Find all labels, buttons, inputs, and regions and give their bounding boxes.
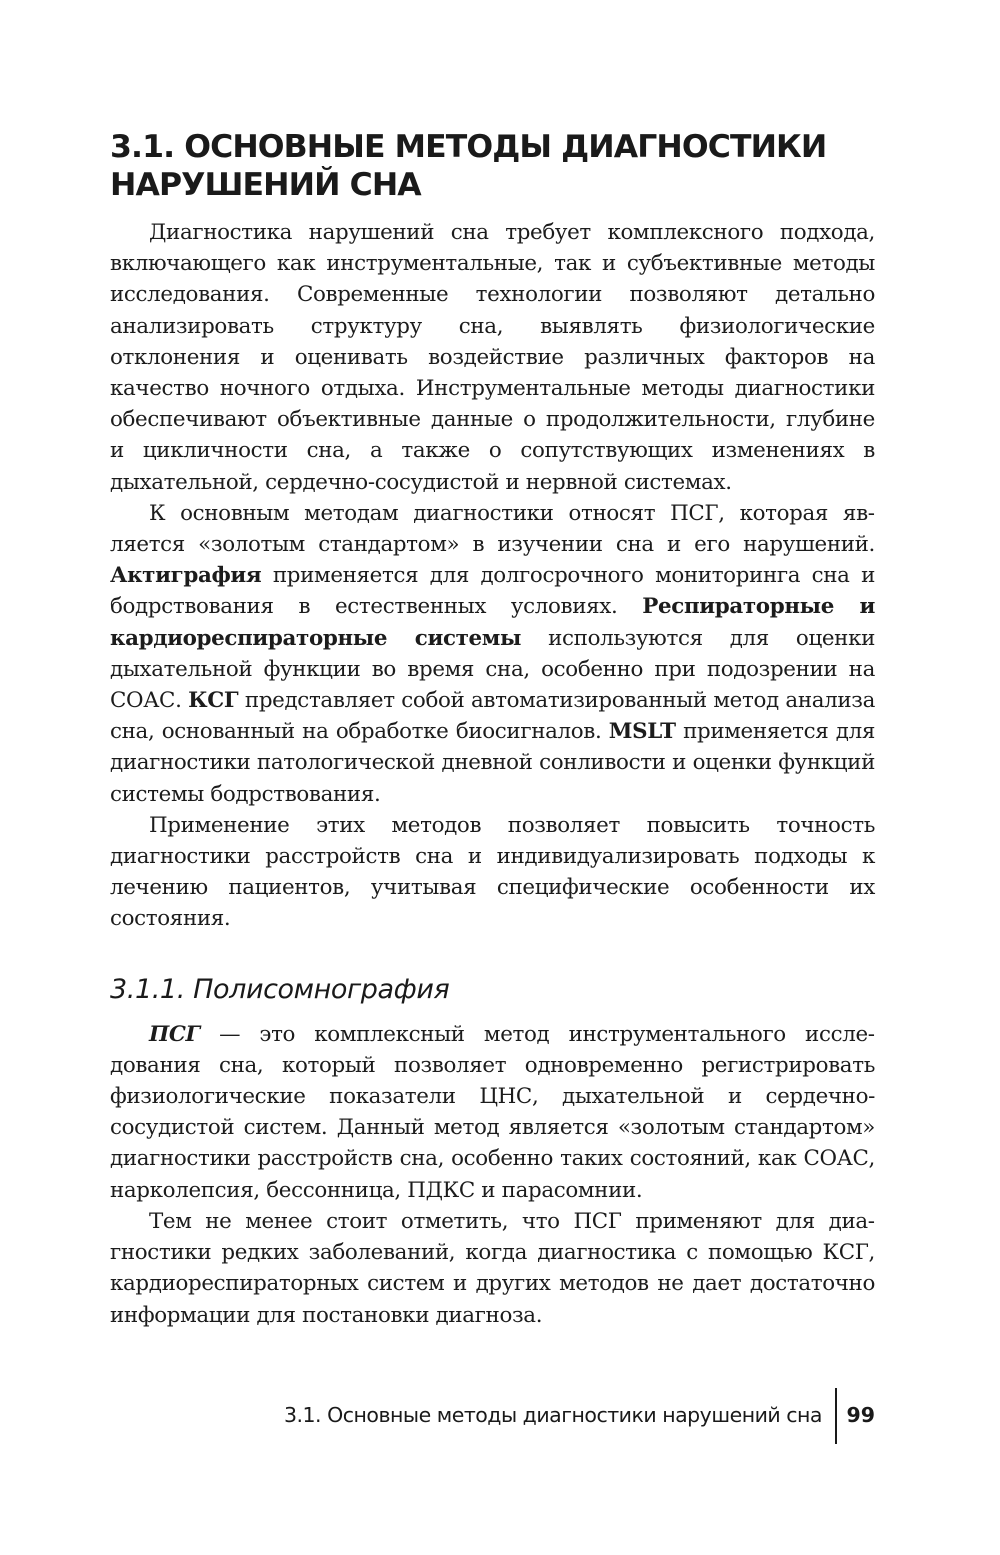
footer-divider: [835, 1388, 837, 1444]
paragraph-psg-note: Тем не менее стоит отметить, что ПСГ применяют для диагностики редких заболеваний, когда диагностика с помощью КСГ, кардиореспираторных систем и других методов не дает достаточно информации для постановки диагноза.: [110, 1208, 875, 1328]
paragraph-methods-text-3: используются для оценки дыхательной функции во время сна, особенно при подозрении на СОАС.: [110, 625, 875, 714]
term-mslt: MSLT: [608, 719, 676, 745]
section-title: [110, 128, 875, 204]
page-number: 99: [846, 1403, 875, 1427]
term-actigraphy: Актиграфия: [110, 563, 262, 589]
paragraph-methods: [110, 498, 875, 810]
term-respiratory-systems: Респираторные и кардиореспираторные системы: [110, 594, 875, 651]
paragraph-psg-definition: [110, 1019, 875, 1206]
paragraph-methods-text-5: применяется для диагностики патологической дневной сонливости и оценки функций системы бодрствования.: [110, 719, 875, 807]
paragraph-application: Применение этих методов позволяет повысить точность диагностики расстройств сна и индивидуализировать подходы к лечению пациентов, учитывая специфические особенности их состояния.: [110, 812, 875, 932]
running-title: 3.1. Основные методы диагностики нарушений сна: [283, 1403, 822, 1427]
subsection-title: 3.1.1. Полисомнография: [110, 973, 450, 1005]
paragraph-methods-text-2: применяется для долгосрочного мониторинга сна и бодрствования в естественных условиях.: [110, 563, 875, 620]
page-content: [110, 128, 875, 1331]
page-footer: [110, 1400, 875, 1444]
paragraph-intro: Диагностика нарушений сна требует комплексного подхода, включающего как инструментальные, так и субъективные методы исследования. Современные технологии позволяют детально анализировать структуру сна, выявлять физиологические отклонения и оценивать воздействие различных факторов на качество ночного отдыха. Инструментальные методы диагностики обеспечивают объективные данные о продолжительности, глубине и цикличности сна, а также о сопутствующих изменениях в дыхательной, сердечно-сосудистой и нервной системах.: [110, 220, 875, 495]
paragraph-methods-text-1: К основным методам диагностики относят ПСГ, которая является «золотым стандартом» в изучении сна и его нарушений.: [110, 500, 875, 558]
paragraph-psg-definition-text: — это комплексный метод инструментального исследования сна, который позволяет одновременно регистрировать физиологические показатели ЦНС, дыхательной и сердечно-сосудистой систем. Данный метод является «золотым стандартом» диагностики расстройств сна, особенно таких состояний, как СОАС, нарколепсия, бессонница, ПДКС и парасомнии.: [110, 1021, 875, 1203]
section-title-line-1: 3.1. ОСНОВНЫЕ МЕТОДЫ ДИАГНОСТИКИ: [110, 129, 827, 165]
term-ksg: КСГ: [188, 688, 239, 714]
term-psg: ПСГ: [149, 1021, 200, 1047]
paragraph-methods-text-4: представляет собой автоматизированный метод анализа сна, основанный на обработке биосигналов.: [110, 688, 876, 745]
section-title-line-2: НАРУШЕНИЙ СНА: [110, 167, 421, 203]
